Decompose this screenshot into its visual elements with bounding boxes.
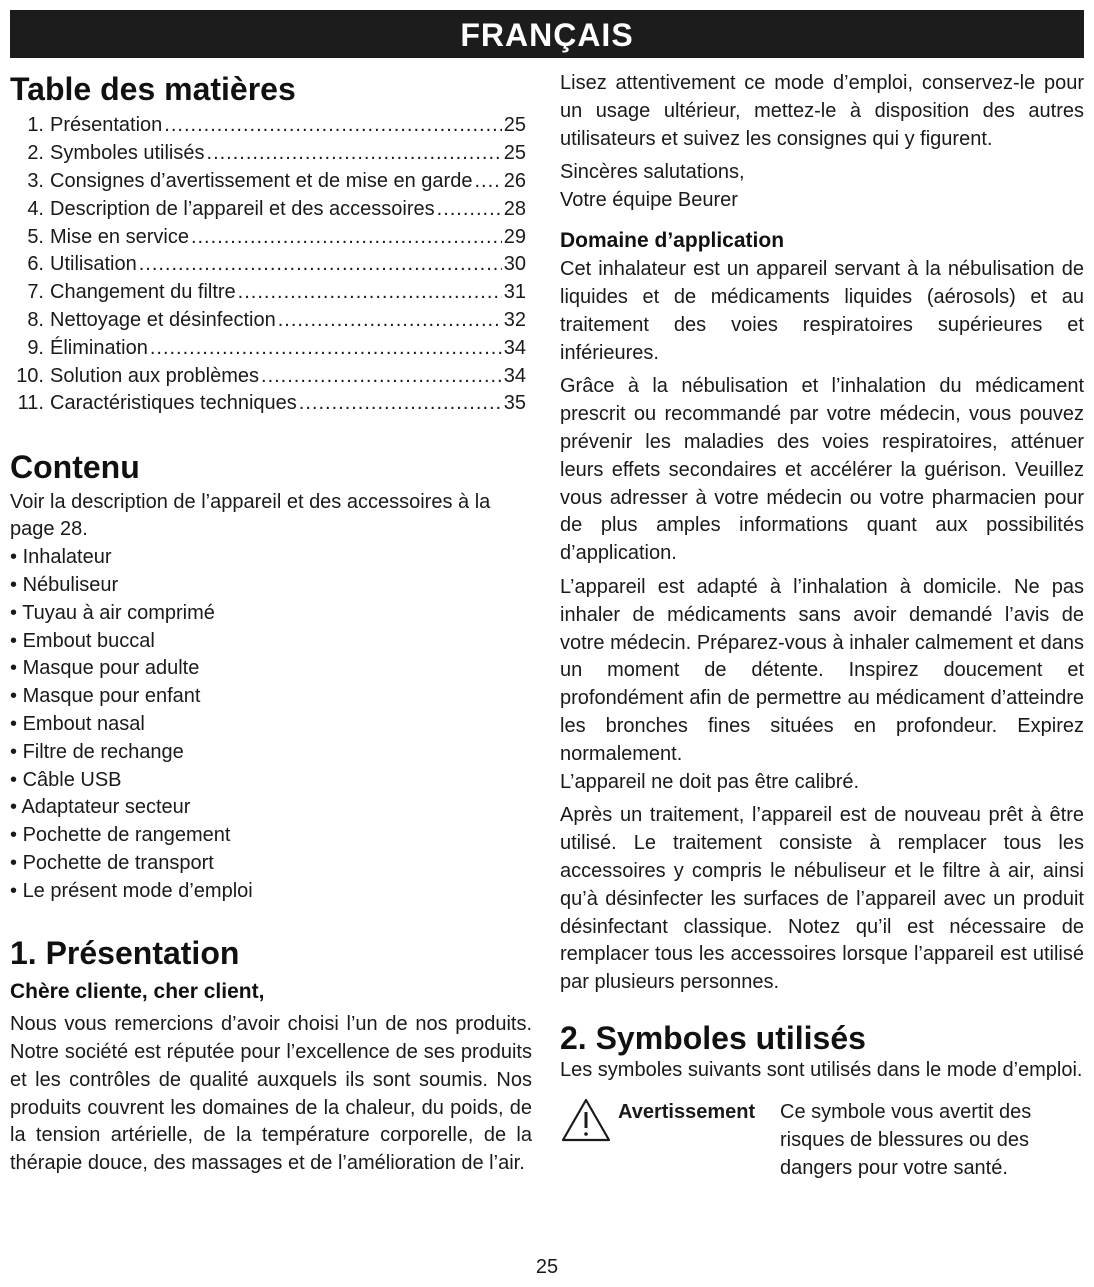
toc-heading: Table des matières bbox=[10, 71, 296, 107]
toc-item-number: 11. bbox=[17, 392, 44, 415]
warning-description: Ce symbole vous avertit des risques de blessures ou des dangers pour votre santé. bbox=[780, 1101, 1032, 1179]
toc-item-page: 34 bbox=[503, 336, 526, 359]
list-item: • Masque pour enfant bbox=[10, 683, 532, 711]
salutation: Chère cliente, cher client, bbox=[10, 979, 265, 1003]
toc-leader-dots bbox=[238, 279, 502, 307]
list-item: • Pochette de rangement bbox=[10, 822, 532, 850]
toc-item-page: 26 bbox=[503, 169, 526, 192]
toc-item-number: 6. bbox=[27, 253, 44, 276]
toc-item-number: 9. bbox=[27, 336, 44, 359]
regards-line: Sincères salutations, bbox=[560, 161, 745, 184]
contenu-intro: Voir la description de l’appareil et des accessoires à la page 28. bbox=[10, 490, 491, 541]
toc-leader-dots bbox=[299, 390, 502, 418]
list-item: • Masque pour adulte bbox=[10, 655, 532, 683]
regards-signature: Votre équipe Beurer bbox=[560, 189, 738, 212]
presentation-paragraph: Nous vous remercions d’avoir choisi l’un de nos produits. Notre société est réputée pour l’excellence de ses produits et les contrôles de qualité auxquels ils sont soumis. Nos produits couvrent les domaines de la chaleur, du poids, de la tension artérielle, de la température corporelle, de la thérapie douce, des massages et de l’amélioration de l’air. bbox=[10, 1013, 532, 1175]
toc-item bbox=[10, 363, 530, 391]
toc-leader-dots bbox=[207, 140, 502, 168]
toc-item bbox=[10, 168, 530, 196]
toc-item bbox=[10, 224, 530, 252]
toc-item-page: 35 bbox=[503, 392, 526, 415]
instructions-paragraph: Lisez attentivement ce mode d’emploi, conservez-le pour un usage ultérieur, mettez-le à disposition des autres utilisateurs et suivez les consignes qui y figurent. bbox=[560, 72, 1084, 150]
presentation-heading: 1. Présentation bbox=[10, 934, 240, 971]
domaine-paragraph-4: L’appareil ne doit pas être calibré. bbox=[560, 770, 860, 793]
toc-item-title: Changement du filtre bbox=[50, 281, 236, 304]
toc-item-number: 5. bbox=[27, 225, 44, 248]
list-item: • Adaptateur secteur bbox=[10, 794, 532, 822]
warning-triangle-icon bbox=[560, 1097, 612, 1143]
domaine-paragraph-2: Grâce à la nébulisation et l’inhalation du médicament prescrit ou recommandé par votre médecin, vous pouvez prévenir les maladies des voies respiratoires, atténuer leurs effets secondaires et accélérer la guérison. Veuillez vous adresser à votre médecin ou votre pharmacien pour de plus amples informations quant aux possibilités d’application. bbox=[560, 375, 1084, 565]
toc-leader-dots bbox=[278, 307, 502, 335]
toc-item-number: 7. bbox=[27, 281, 44, 304]
warning-label: Avertissement bbox=[618, 1101, 756, 1124]
language-banner: FRANÇAIS bbox=[10, 10, 1084, 58]
contenu-heading: Contenu bbox=[10, 449, 140, 486]
toc-item-title: Consignes d’avertissement et de mise en garde bbox=[50, 169, 473, 192]
toc-item-number: 4. bbox=[27, 197, 44, 220]
toc-item-page: 32 bbox=[503, 308, 526, 331]
toc-leader-dots bbox=[191, 224, 502, 252]
list-item: • Le présent mode d’emploi bbox=[10, 878, 532, 906]
list-item: • Câble USB bbox=[10, 767, 532, 795]
right-column bbox=[560, 70, 1084, 1183]
toc-item-number: 2. bbox=[27, 142, 44, 165]
toc-item-page: 29 bbox=[503, 225, 526, 248]
toc-item bbox=[10, 140, 530, 168]
toc-leader-dots bbox=[139, 251, 502, 279]
domaine-paragraph-5: Après un traitement, l’appareil est de nouveau prêt à être utilisé. Le traitement consiste à remplacer tous les accessoires y compris le nébuliseur et le filtre à air, ainsi qu’à désinfecter les surfaces de l’appareil avec un produit désinfectant classique. Notez qu’il est nécessaire de remplacer tous les accessoires lorsque l’appareil est utilisé par plusieurs personnes. bbox=[560, 804, 1084, 994]
toc-item-page: 30 bbox=[503, 253, 526, 276]
list-item: • Embout buccal bbox=[10, 628, 532, 656]
toc-leader-dots bbox=[474, 168, 501, 196]
list-item: • Pochette de transport bbox=[10, 850, 532, 878]
toc-item-number: 10. bbox=[16, 364, 44, 387]
list-item: • Inhalateur bbox=[10, 544, 532, 572]
toc-leader-dots bbox=[437, 196, 502, 224]
symboles-heading: 2. Symboles utilisés bbox=[560, 1020, 866, 1056]
toc-item bbox=[10, 251, 530, 279]
toc-item-title: Description de l’appareil et des accessoires bbox=[50, 197, 435, 220]
toc-item-page: 25 bbox=[503, 114, 526, 137]
toc-item-title: Caractéristiques techniques bbox=[50, 392, 297, 415]
toc-item-page: 34 bbox=[503, 364, 526, 387]
toc-item-page: 28 bbox=[503, 197, 526, 220]
toc-item bbox=[10, 335, 530, 363]
toc-item-title: Nettoyage et désinfection bbox=[50, 308, 276, 331]
toc-item-title: Présentation bbox=[50, 114, 163, 137]
toc-item bbox=[10, 279, 530, 307]
toc-item bbox=[10, 112, 530, 140]
domaine-heading: Domaine d’application bbox=[560, 228, 785, 252]
list-item: • Nébuliseur bbox=[10, 572, 532, 600]
contenu-list bbox=[10, 544, 532, 905]
list-item: • Filtre de rechange bbox=[10, 739, 532, 767]
toc-item-number: 3. bbox=[27, 169, 44, 192]
domaine-paragraph-3: L’appareil est adapté à l’inhalation à domicile. Ne pas inhaler de médicaments sans avoir demandé l’avis de votre médecin. Préparez-vous à inhaler calmement et dans un moment de détente. Inspirez doucement et profondément afin de permettre au médicament d’atteindre les bronches fines situées en profondeur. Expirez normalement. bbox=[560, 576, 1084, 765]
toc-leader-dots bbox=[261, 363, 502, 391]
toc-item-title: Mise en service bbox=[50, 225, 189, 248]
toc-item-page: 25 bbox=[503, 142, 526, 165]
toc-item-title: Élimination bbox=[50, 336, 148, 359]
toc-item-page: 31 bbox=[503, 281, 526, 304]
left-column bbox=[10, 70, 532, 1178]
domaine-paragraph-1: Cet inhalateur est un appareil servant à la nébulisation de liquides et de médicaments liquides (aérosols) et au traitement des voies respiratoires supérieures et inférieures. bbox=[560, 258, 1084, 364]
toc-leader-dots bbox=[150, 335, 502, 363]
toc-item bbox=[10, 196, 530, 224]
toc-item-title: Utilisation bbox=[50, 253, 137, 276]
toc-item bbox=[10, 307, 530, 335]
list-item: • Embout nasal bbox=[10, 711, 532, 739]
warning-symbol-row bbox=[560, 1097, 1084, 1182]
toc-item bbox=[10, 390, 530, 418]
toc-item-title: Symboles utilisés bbox=[50, 142, 205, 165]
toc-item-number: 8. bbox=[27, 308, 44, 331]
toc-item-number: 1. bbox=[27, 114, 44, 137]
list-item: • Tuyau à air comprimé bbox=[10, 600, 532, 628]
page-number: 25 bbox=[535, 1256, 559, 1278]
toc-item-title: Solution aux problèmes bbox=[50, 364, 260, 387]
symboles-intro: Les symboles suivants sont utilisés dans le mode d’emploi. bbox=[560, 1059, 1083, 1082]
table-of-contents bbox=[10, 112, 530, 418]
toc-leader-dots bbox=[164, 112, 501, 140]
